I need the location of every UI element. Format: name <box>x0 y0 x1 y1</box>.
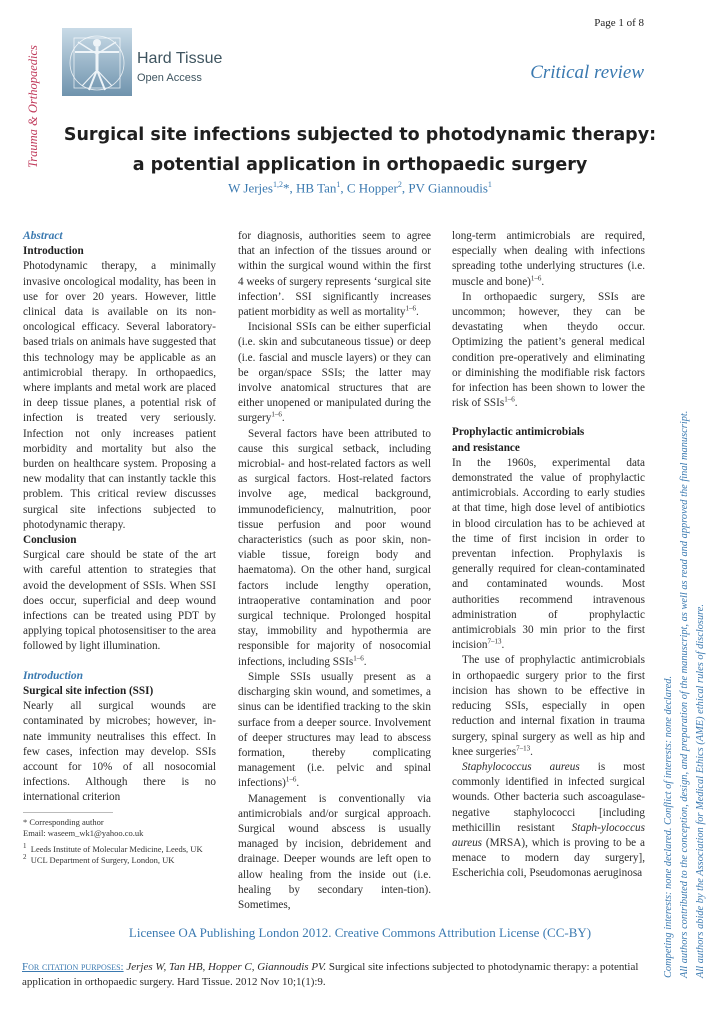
footnotes <box>23 817 216 866</box>
vitruvian-man-logo <box>62 28 132 96</box>
article-title-line2: a potential application in orthopaedic surgery <box>132 155 588 175</box>
disclosure-line-3: All authors abide by the Association for Medical Ethics (AME) ethical rules of disclosure. <box>695 603 706 978</box>
citation-authors: Jerjes W, Tan HB, Hopper C, Giannoudis PV. <box>126 961 327 973</box>
abstract-conclusion-text: Surgical care should be state of the art with careful attention to strategies that avoid the development of SSIs. When SSI does occur, superficial and deep wound infections can be treated using PDT by applying topical photosensitiser to the area followed by light illumination. <box>23 549 216 653</box>
logo-name: Hard Tissue <box>137 50 223 67</box>
prophylactic-heading: Prophylactic antimicrobials and resistance <box>452 426 585 454</box>
col2-paragraph-5: Management is conventionally via antimicrobials and/or surgical approach. Surgical wound abscess is usually managed by incision, debridement and drainage. Deeper wounds are left open to allow healing from the inside out (i.e. healing by secondary inten-tion). Sometimes, <box>238 792 431 911</box>
abstract-introduction-text: Photodynamic therapy, a minimally invasive oncological modality, has been in use for over 20 years. However, little clinical data is available on its non-oncological efficacy. Several laboratory-based trials on animals have suggested that this technology may be applicable as an antimicrobial therapy. In orthopaedics, where implants and metal work are placed in deep tissue planes, a potential risk of infection is treated very seriously. Infection not only increases patient morbidity and mortality but also the burden on healthcare system. Proposing a new modality that can instantly tackle this problem. This critical review discusses surgical site infections subjected to photodynamic therapy. <box>23 260 216 531</box>
col3-paragraph-1: long-term antimicrobials are required, especially when dealing with infections spreading tothe underlying structures (i.e. muscle and bone)$^{1-6}$. <box>452 230 645 288</box>
author-affiliation-marker: 1,2 <box>273 180 283 189</box>
author-name: W Jerjes <box>228 180 273 196</box>
col3-paragraph-2: In orthopaedic surgery, SSIs are uncommon; however, they can be devastating when theydo occur. Optimizing the patient’s general medical condition pre-operatively and eliminating or diminishing the modifiable risk factors for infection has been shown to lower the risk of SSIs$^{1-6}$. <box>452 290 645 410</box>
col3-paragraph-4: The use of prophylactic antimicrobials in orthopaedic surgery prior to the first incision has shown to be effective in reducing SSIs, especially in open reduction and internal fixation in trauma surgery, spinal surgery as well as hip and knee surgeries$^{7-13}$. <box>452 654 645 758</box>
page-number: Page 1 of 8 <box>594 17 644 29</box>
abstract-conclusion-heading: Conclusion <box>23 534 77 547</box>
column-1 <box>23 229 216 866</box>
author-email: Email: waseem_wk1@yahoo.co.uk <box>23 827 144 838</box>
author-name: C Hopper <box>346 180 398 196</box>
introduction-heading: Introduction <box>23 669 84 682</box>
citation-text: Surgical site infections subjected to photodynamic therapy: a potential application in orthopaedic surgery. Hard Tissue. 2012 Nov 10;1(1):9. <box>22 961 639 988</box>
author-name: HB Tan <box>296 180 337 196</box>
col2-paragraph-4: Simple SSIs usually present as a discharging skin wound, and sometimes, a sinus can be identified tracking to the skin surface from a deeper source. Involvement of deeper structures may lead to abscess formation, thereby complicating management (i.e. pelvic and spinal infections)$^{1-6}$. <box>238 670 431 790</box>
col2-paragraph-2: Incisional SSIs can be either superficial (i.e. skin and subcutaneous tissue) or deep (i.e. fascial and muscle layers) or they can be organ/space SSIs; the latter may involve anatomical structures that are either unopened or manipulated during the surgery$^{1-6}$. <box>238 321 431 425</box>
col2-paragraph-3: Several factors have been attributed to cause this surgical setback, including microbial- and host-related factors as well as surgical factors. Host-related factors involve age, medical background, immunodeficiency, malnutrition, poor tissue perfusion and poor wound characteristics (such as poor skin, non-viable tissue, foreign body and haematoma). On the other hand, surgical factors include lengthy operation, intraoperative contamination and poor surgical technique. Prolonged hospital stay, immobility and hypothermia are responsible for majority of nosocomial infections, including SSIs$^{1-6}$. <box>238 427 431 668</box>
abstract-heading: Abstract <box>23 230 63 242</box>
author-list: W Jerjes$^{1,2}$*, HB Tan$^1$, C Hopper$^2$, PV Giannoudis$^1$ <box>228 180 492 196</box>
license-line: Licensee OA Publishing London 2012. Creative Commons Attribution License (CC-BY) <box>128 925 592 940</box>
footnote-divider <box>23 812 113 813</box>
author-affiliation-marker: 1 <box>487 180 492 189</box>
corresponding-author: * Corresponding author <box>23 816 104 827</box>
introduction-paragraph: Nearly all surgical wounds are contaminated by microbes; however, in-nate immunity neutralises this effect. In few cases, infection may develop. SSIs account for 10% of all nosocomial infections. Although there is no international criterion <box>23 700 216 804</box>
disclosure-line-2: All authors contributed to the conception, design, and preparation of the manuscript, as well as read and approved the final manuscript. <box>679 410 690 978</box>
affiliation-1: $^1$ Leeds Institute of Molecular Medicine, Leeds, UK <box>23 841 203 854</box>
journal-side-title-text: Trauma & Orthopaedics <box>26 45 40 168</box>
article-title <box>60 120 660 180</box>
journal-side-title <box>24 20 42 170</box>
affiliation-2: $^2$ UCL Department of Surgery, London, UK <box>23 852 175 865</box>
ssi-subheading: Surgical site infection (SSI) <box>23 684 154 697</box>
author-affiliation-marker: 1 <box>336 180 341 189</box>
section-label: Critical review <box>530 62 644 83</box>
author-affiliation-marker: 2 <box>397 180 402 189</box>
abstract-introduction-heading: Introduction <box>23 245 84 258</box>
col3-paragraph-3: In the 1960s, experimental data demonstrated the value of prophylactic antimicrobials. According to early studies at that time, high dose level of antibiotics in blood circulation has to be achieved at the time of first incision in order to preventan infection. Prophylaxis is generally required for clean-contaminated and contaminated wounds. Most authorities recommend intravenous administration of prophylactic antimicrobials 30 min prior to the first incision$^{7-13}$. <box>452 456 645 652</box>
logo-subtitle: Open Access <box>137 72 202 84</box>
citation <box>22 960 652 990</box>
disclosure-side-note <box>654 340 720 980</box>
column-2 <box>238 229 431 913</box>
corresponding-marker: * <box>283 180 290 196</box>
column-3 <box>452 229 645 882</box>
col2-paragraph-1: for diagnosis, authorities seem to agree that an infection of the tissues around or within the surgical wound within the first 4 weeks of surgery represents ‘surgical site infection’. SSI significantly increases patient morbidity as well as mortality$^{1-6}$. <box>238 230 431 319</box>
citation-label: For citation purposes: <box>22 961 124 973</box>
disclosure-line-1: Competing interests: none declared. Conflict of interests: none declared. <box>663 675 674 978</box>
author-name: PV Giannoudis <box>408 180 488 196</box>
col3-paragraph-5: Staphylococcus aureus is most commonly identified in infected surgical wounds. Other bacteria such ascoagulase-negative staphylococci [including methicillin resistant Staph-ylococcus aureus (MRSA), which is proving to be a menace to modern day surgery], Escherichia coli, Pseudomonas aeruginosa <box>452 760 645 880</box>
article-title-line1: Surgical site infections subjected to photodynamic therapy: <box>63 125 657 145</box>
